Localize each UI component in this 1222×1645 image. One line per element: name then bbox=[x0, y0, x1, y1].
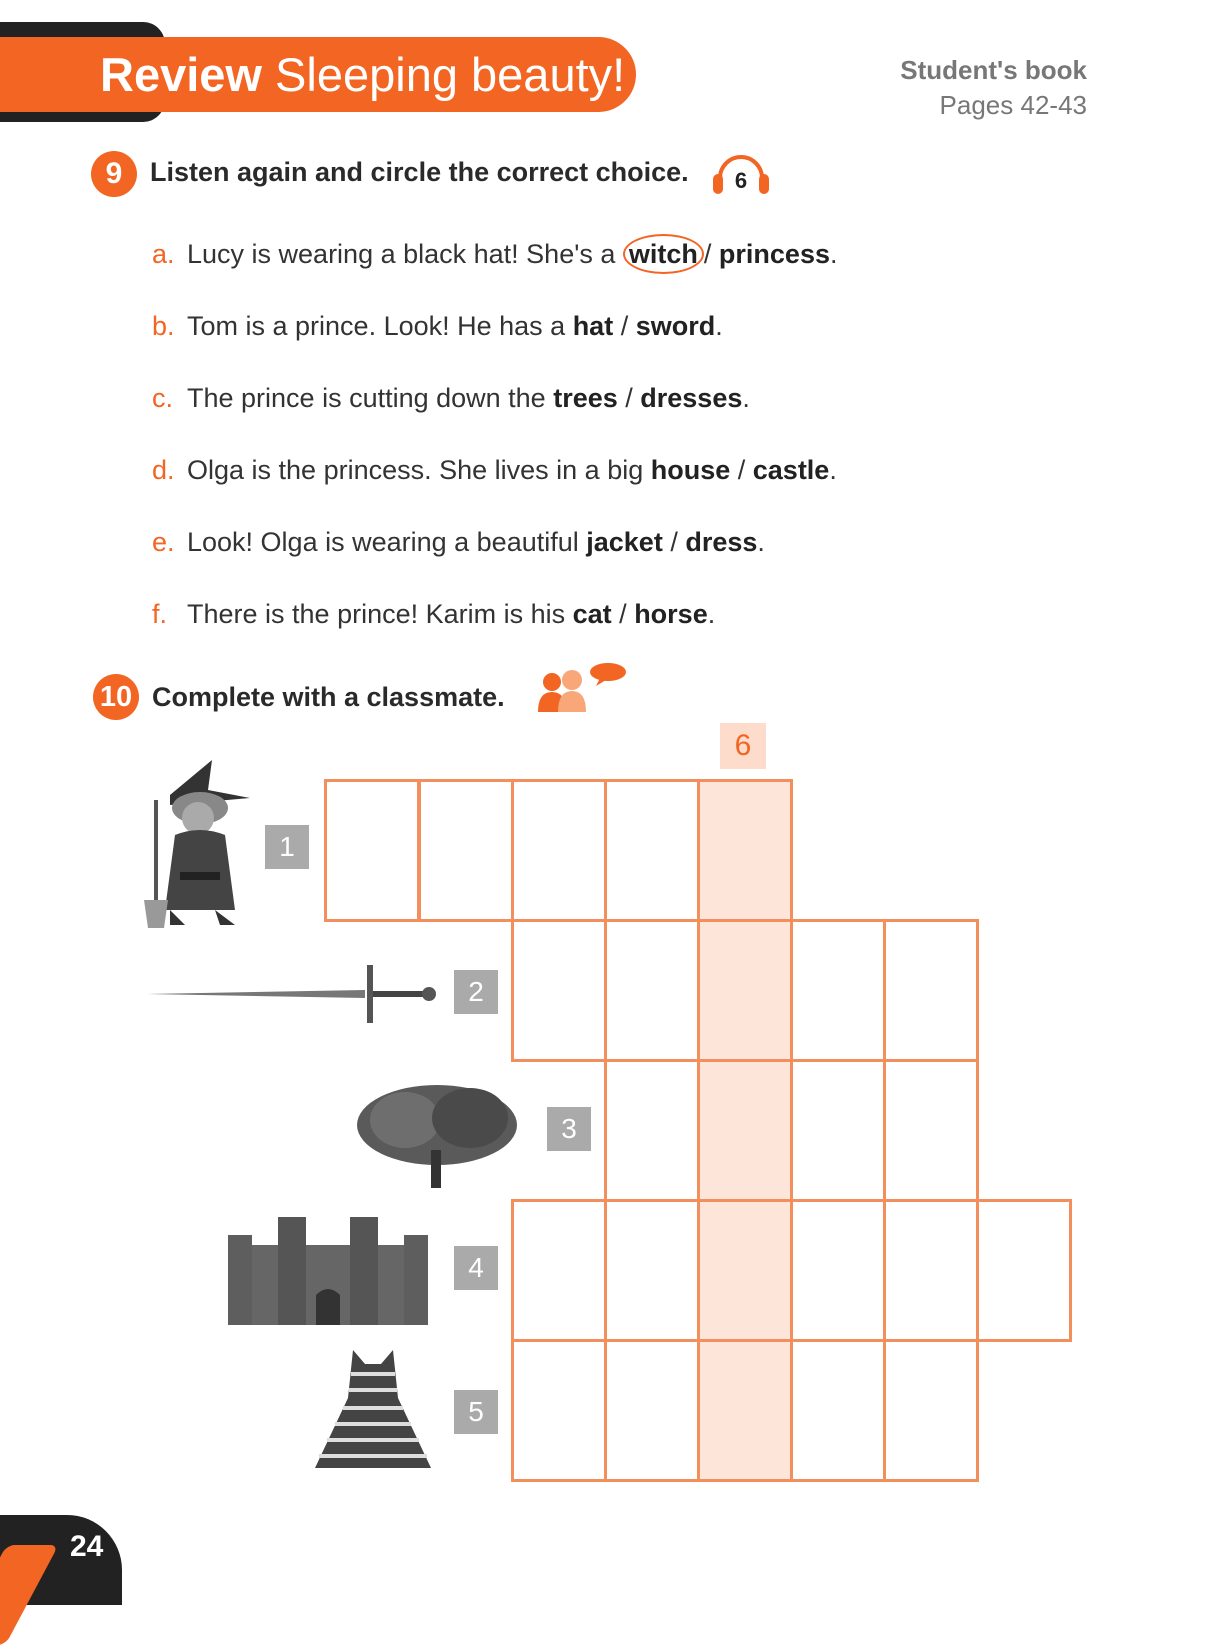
clue-number-1: 1 bbox=[265, 825, 309, 869]
clue-number-2: 2 bbox=[454, 970, 498, 1014]
crossword-cell[interactable] bbox=[697, 1059, 793, 1202]
item-separator: / bbox=[730, 455, 753, 485]
item-separator: / bbox=[703, 239, 719, 269]
crossword-cell[interactable] bbox=[697, 919, 793, 1062]
option[interactable]: jacket bbox=[586, 527, 663, 557]
item-text: Lucy is wearing a black hat! She's a bbox=[187, 239, 623, 269]
crossword-cell[interactable] bbox=[511, 1199, 607, 1342]
option[interactable]: hat bbox=[572, 311, 614, 341]
crossword-cell[interactable] bbox=[883, 1059, 979, 1202]
item-text: Tom is a prince. Look! He has a bbox=[187, 311, 573, 341]
list-item bbox=[152, 524, 765, 560]
crossword-cell[interactable] bbox=[604, 1199, 700, 1342]
crossword-cell[interactable] bbox=[324, 779, 420, 922]
clue-number-4: 4 bbox=[454, 1246, 498, 1290]
crossword-cell[interactable] bbox=[604, 919, 700, 1062]
item-end: . bbox=[829, 455, 837, 485]
item-text: Look! Olga is wearing a beautiful bbox=[187, 527, 587, 557]
book-label: Student's book bbox=[900, 55, 1087, 85]
crossword-cell[interactable] bbox=[511, 1339, 607, 1482]
item-end: . bbox=[757, 527, 765, 557]
dress-image bbox=[313, 1350, 433, 1478]
option[interactable]: dresses bbox=[640, 383, 743, 413]
title-bold: Review bbox=[100, 48, 262, 101]
list-item bbox=[152, 380, 750, 416]
witch-image bbox=[140, 760, 255, 930]
option[interactable]: castle bbox=[752, 455, 830, 485]
exercise-10-instruction: Complete with a classmate. bbox=[152, 682, 505, 712]
crossword-cell[interactable] bbox=[976, 1199, 1072, 1342]
crossword-cell[interactable] bbox=[697, 779, 793, 922]
sword-image bbox=[145, 963, 440, 1025]
audio-track-number: 6 bbox=[734, 168, 748, 193]
clue-number-5: 5 bbox=[454, 1390, 498, 1434]
crossword-cell[interactable] bbox=[790, 1199, 886, 1342]
item-separator: / bbox=[611, 599, 635, 629]
item-letter: b. bbox=[152, 311, 175, 341]
item-letter: c. bbox=[152, 383, 174, 413]
item-text: There is the prince! Karim is his bbox=[187, 599, 573, 629]
item-end: . bbox=[715, 311, 723, 341]
item-separator: / bbox=[662, 527, 686, 557]
crossword-cell[interactable] bbox=[790, 1339, 886, 1482]
exercise-9-instruction: Listen again and circle the correct choice. bbox=[150, 157, 689, 187]
crossword-cell[interactable] bbox=[697, 1339, 793, 1482]
item-letter: d. bbox=[152, 455, 175, 485]
crossword-cell[interactable] bbox=[790, 919, 886, 1062]
item-end: . bbox=[829, 239, 838, 269]
item-letter: f. bbox=[152, 599, 168, 629]
item-text: The prince is cutting down the bbox=[187, 383, 554, 413]
option[interactable]: princess bbox=[718, 239, 830, 269]
crossword-cell[interactable] bbox=[883, 1339, 979, 1482]
list-item bbox=[152, 236, 838, 272]
list-item bbox=[152, 452, 837, 488]
clue-number-3: 3 bbox=[547, 1107, 591, 1151]
item-letter: a. bbox=[152, 239, 175, 269]
crossword-cell[interactable] bbox=[511, 779, 607, 922]
option[interactable]: trees bbox=[553, 383, 618, 413]
tree-image bbox=[355, 1080, 520, 1190]
down-clue-number: 6 bbox=[720, 723, 766, 769]
page-number: 24 bbox=[70, 1530, 104, 1563]
item-separator: / bbox=[617, 383, 641, 413]
item-text: Olga is the princess. She lives in a big bbox=[187, 455, 651, 485]
list-item bbox=[152, 308, 723, 344]
item-end: . bbox=[707, 599, 716, 629]
crossword-cell[interactable] bbox=[604, 1339, 700, 1482]
crossword-cell[interactable] bbox=[697, 1199, 793, 1342]
item-letter: e. bbox=[152, 527, 175, 557]
crossword-cell[interactable] bbox=[604, 779, 700, 922]
item-separator: / bbox=[613, 311, 636, 341]
crossword-cell[interactable] bbox=[511, 919, 607, 1062]
option[interactable]: cat bbox=[572, 599, 612, 629]
headphones-icon bbox=[712, 148, 770, 196]
crossword-cell[interactable] bbox=[604, 1059, 700, 1202]
option[interactable]: house bbox=[650, 455, 731, 485]
crossword-cell[interactable] bbox=[418, 779, 514, 922]
item-end: . bbox=[742, 383, 750, 413]
pages-label: Pages 42-43 bbox=[939, 90, 1087, 120]
crossword-cell[interactable] bbox=[883, 919, 979, 1062]
crossword-cell[interactable] bbox=[790, 1059, 886, 1202]
pair-work-icon bbox=[538, 660, 628, 720]
option[interactable]: horse bbox=[634, 599, 708, 629]
option[interactable]: dress bbox=[685, 527, 758, 557]
crossword-cell[interactable] bbox=[883, 1199, 979, 1342]
page-title bbox=[100, 45, 625, 105]
title-rest: Sleeping beauty! bbox=[275, 48, 626, 101]
option[interactable]: sword bbox=[635, 311, 716, 341]
exercise-9-number: 9 bbox=[91, 151, 137, 197]
list-item bbox=[152, 596, 715, 632]
option-circled[interactable]: witch bbox=[623, 234, 704, 274]
exercise-10-number: 10 bbox=[93, 674, 139, 720]
castle-image bbox=[228, 1215, 428, 1325]
